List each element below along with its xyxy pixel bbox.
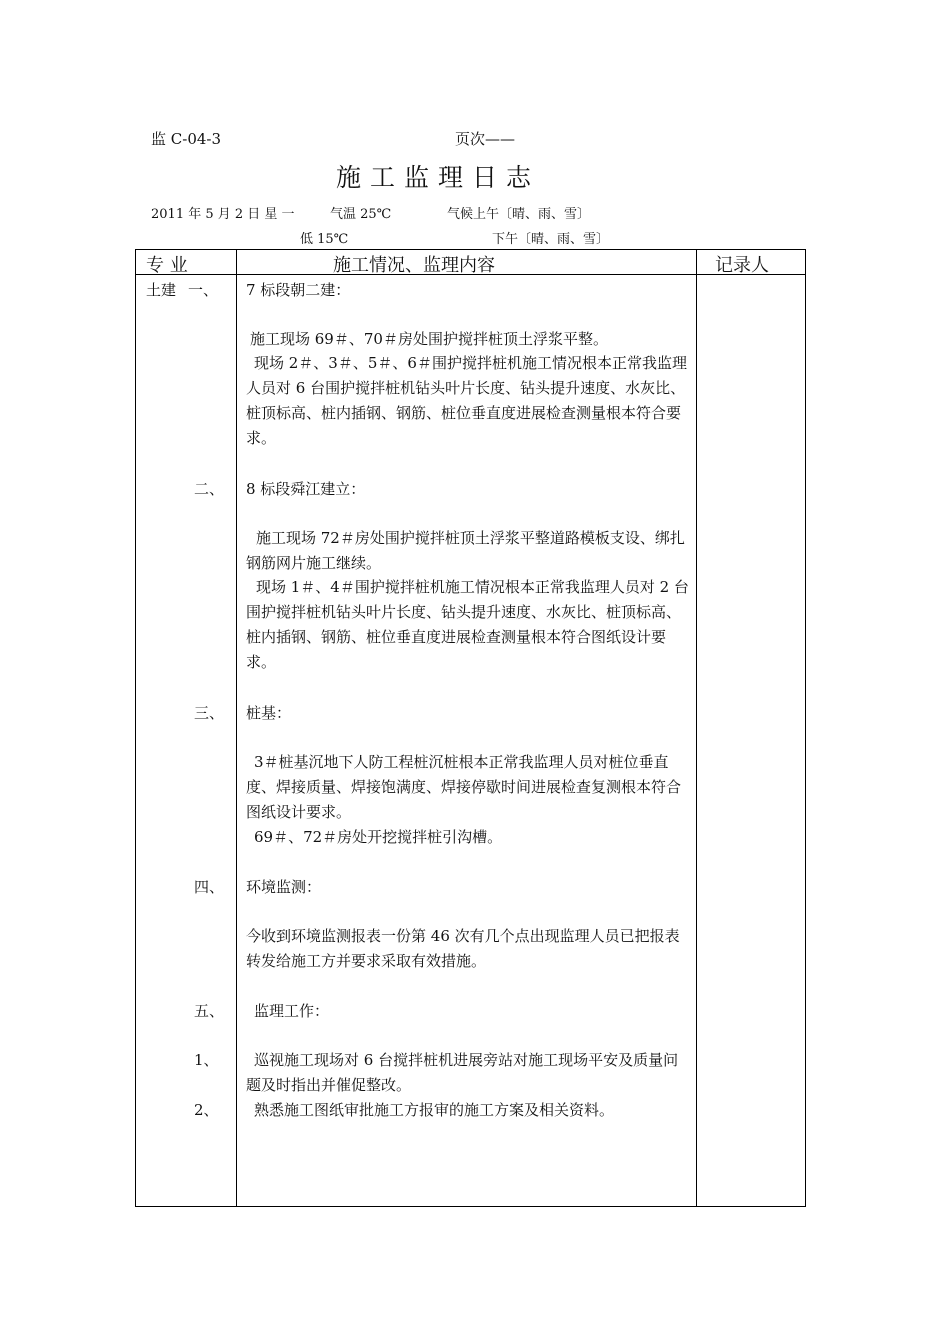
section-heading: 8 标段舜江建立： — [246, 480, 366, 498]
column-divider — [236, 250, 237, 1206]
section-number: 四、 — [194, 878, 225, 896]
log-date: 2011 年 5 月 2 日 星 一 — [151, 207, 295, 222]
section-heading: 监理工作： — [254, 1002, 330, 1020]
section-paragraph: 3＃桩基沉地下人防工程桩沉桩根本正常我监理人员对桩位垂直度、焊接质量、焊接饱满度、焊接停歇时间进展检查复测根本符合图纸设计要求。 — [246, 753, 682, 821]
section-heading: 7 标段朝二建： — [246, 281, 351, 299]
section-number: 一、 — [188, 281, 219, 299]
specialty-label: 土建 — [146, 281, 177, 299]
section-number: 二、 — [194, 480, 225, 498]
section-paragraph: 现场 1＃、4＃围护搅拌桩机施工情况根本正常我监理人员对 2 台围护搅拌桩机钻头叶片长度、钻头提升速度、水灰比、桩顶标高、桩内插钢、钢筋、桩位垂直度进展检查测量根本符合图纸设计要求。 — [246, 578, 689, 671]
item-number: 1、 — [194, 1051, 219, 1069]
temperature-high: 气温 25℃ — [330, 207, 392, 222]
section-heading: 桩基： — [246, 704, 292, 722]
weather-afternoon: 下午〔晴、雨、雪〕 — [492, 232, 610, 247]
column-divider — [696, 250, 697, 1206]
col-header-recorder: 记录人 — [715, 255, 769, 276]
col-header-specialty: 专 业 — [146, 255, 188, 276]
temperature-low: 低 15℃ — [300, 232, 349, 247]
section-heading: 环境监测： — [246, 878, 322, 896]
section-paragraph: 69＃、72＃房处开挖搅拌桩引沟槽。 — [254, 828, 503, 846]
section-paragraph: 现场 2＃、3＃、5＃、6＃围护搅拌桩机施工情况根本正常我监理人员对 6 台围护搅拌桩机钻头叶片长度、钻头提升速度、水灰比、桩顶标高、桩内插钢、钢筋、桩位垂直度进展检查测量根本符合要求。 — [246, 354, 687, 447]
section-paragraph: 今收到环境监测报表一份第 46 次有几个点出现监理人员已把报表转发给施工方并要求采取有效措施。 — [246, 927, 680, 970]
page-number-label: 页次—— — [455, 130, 516, 148]
item-number: 2、 — [194, 1101, 219, 1119]
section-paragraph: 施工现场 69＃、70＃房处围护搅拌桩顶土浮浆平整。 — [250, 330, 608, 348]
form-code: 监 C-04-3 — [151, 130, 222, 148]
weather-morning: 气候上午〔晴、雨、雪〕 — [447, 207, 591, 222]
item-text: 巡视施工现场对 6 台搅拌桩机进展旁站对施工现场平安及质量问题及时指出并催促整改。 — [246, 1051, 679, 1094]
log-table — [135, 249, 806, 1207]
section-number: 三、 — [194, 704, 225, 722]
section-paragraph: 施工现场 72＃房处围护搅拌桩顶土浮浆平整道路模板支设、绑扎钢筋网片施工继续。 — [246, 529, 685, 572]
section-number: 五、 — [194, 1002, 225, 1020]
item-text: 熟悉施工图纸审批施工方报审的施工方案及相关资料。 — [254, 1101, 615, 1119]
col-header-content: 施工情况、监理内容 — [333, 255, 495, 276]
page-title: 施工监理日志 — [336, 163, 541, 192]
